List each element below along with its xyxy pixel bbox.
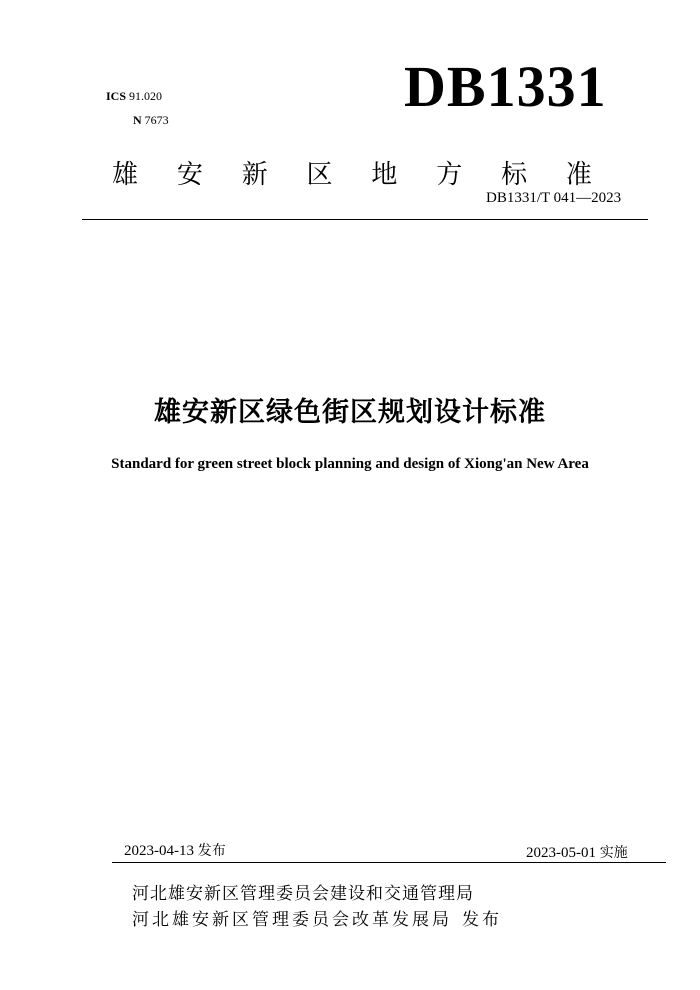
standard-type bbox=[112, 154, 592, 191]
header-divider bbox=[82, 219, 648, 220]
issue-date-value: 2023-04-13 bbox=[124, 843, 194, 859]
issuer-line-2 bbox=[132, 905, 502, 930]
standard-type-char: 地 bbox=[371, 160, 398, 190]
implement-label: 实施 bbox=[599, 845, 628, 861]
db-code: DB1331 bbox=[404, 54, 607, 119]
release-label: 发布 bbox=[462, 910, 502, 930]
standard-type-char: 雄 bbox=[112, 160, 139, 190]
standard-number: DB1331/T 041—2023 bbox=[486, 190, 622, 206]
standard-type-char: 方 bbox=[436, 160, 463, 190]
title-chinese: 雄安新区绿色街区规划设计标准 bbox=[154, 397, 546, 428]
issue-date bbox=[124, 840, 226, 860]
standard-type-char: 新 bbox=[241, 160, 268, 190]
standard-type-char: 标 bbox=[501, 160, 528, 190]
ics-label: ICS bbox=[106, 89, 127, 103]
standard-type-char: 安 bbox=[176, 160, 203, 190]
implement-date-value: 2023-05-01 bbox=[526, 845, 596, 861]
issuer-line-1: 河北雄安新区管理委员会建设和交通管理局 bbox=[132, 884, 474, 904]
footer-divider bbox=[112, 862, 666, 863]
standard-type-char: 区 bbox=[306, 160, 333, 190]
issue-label: 发布 bbox=[197, 843, 226, 859]
ics-code bbox=[106, 89, 162, 104]
ccs-value: 7673 bbox=[144, 113, 169, 127]
ccs-code bbox=[133, 113, 169, 128]
ics-value: 91.020 bbox=[129, 89, 163, 103]
ccs-label: N bbox=[133, 113, 142, 127]
standard-type-char: 准 bbox=[565, 160, 592, 190]
implement-date bbox=[526, 842, 628, 862]
issuer-line-2-text: 河北雄安新区管理委员会改革发展局 bbox=[132, 910, 452, 930]
title-english: Standard for green street block planning and design of Xiong'an New Area bbox=[111, 456, 589, 472]
